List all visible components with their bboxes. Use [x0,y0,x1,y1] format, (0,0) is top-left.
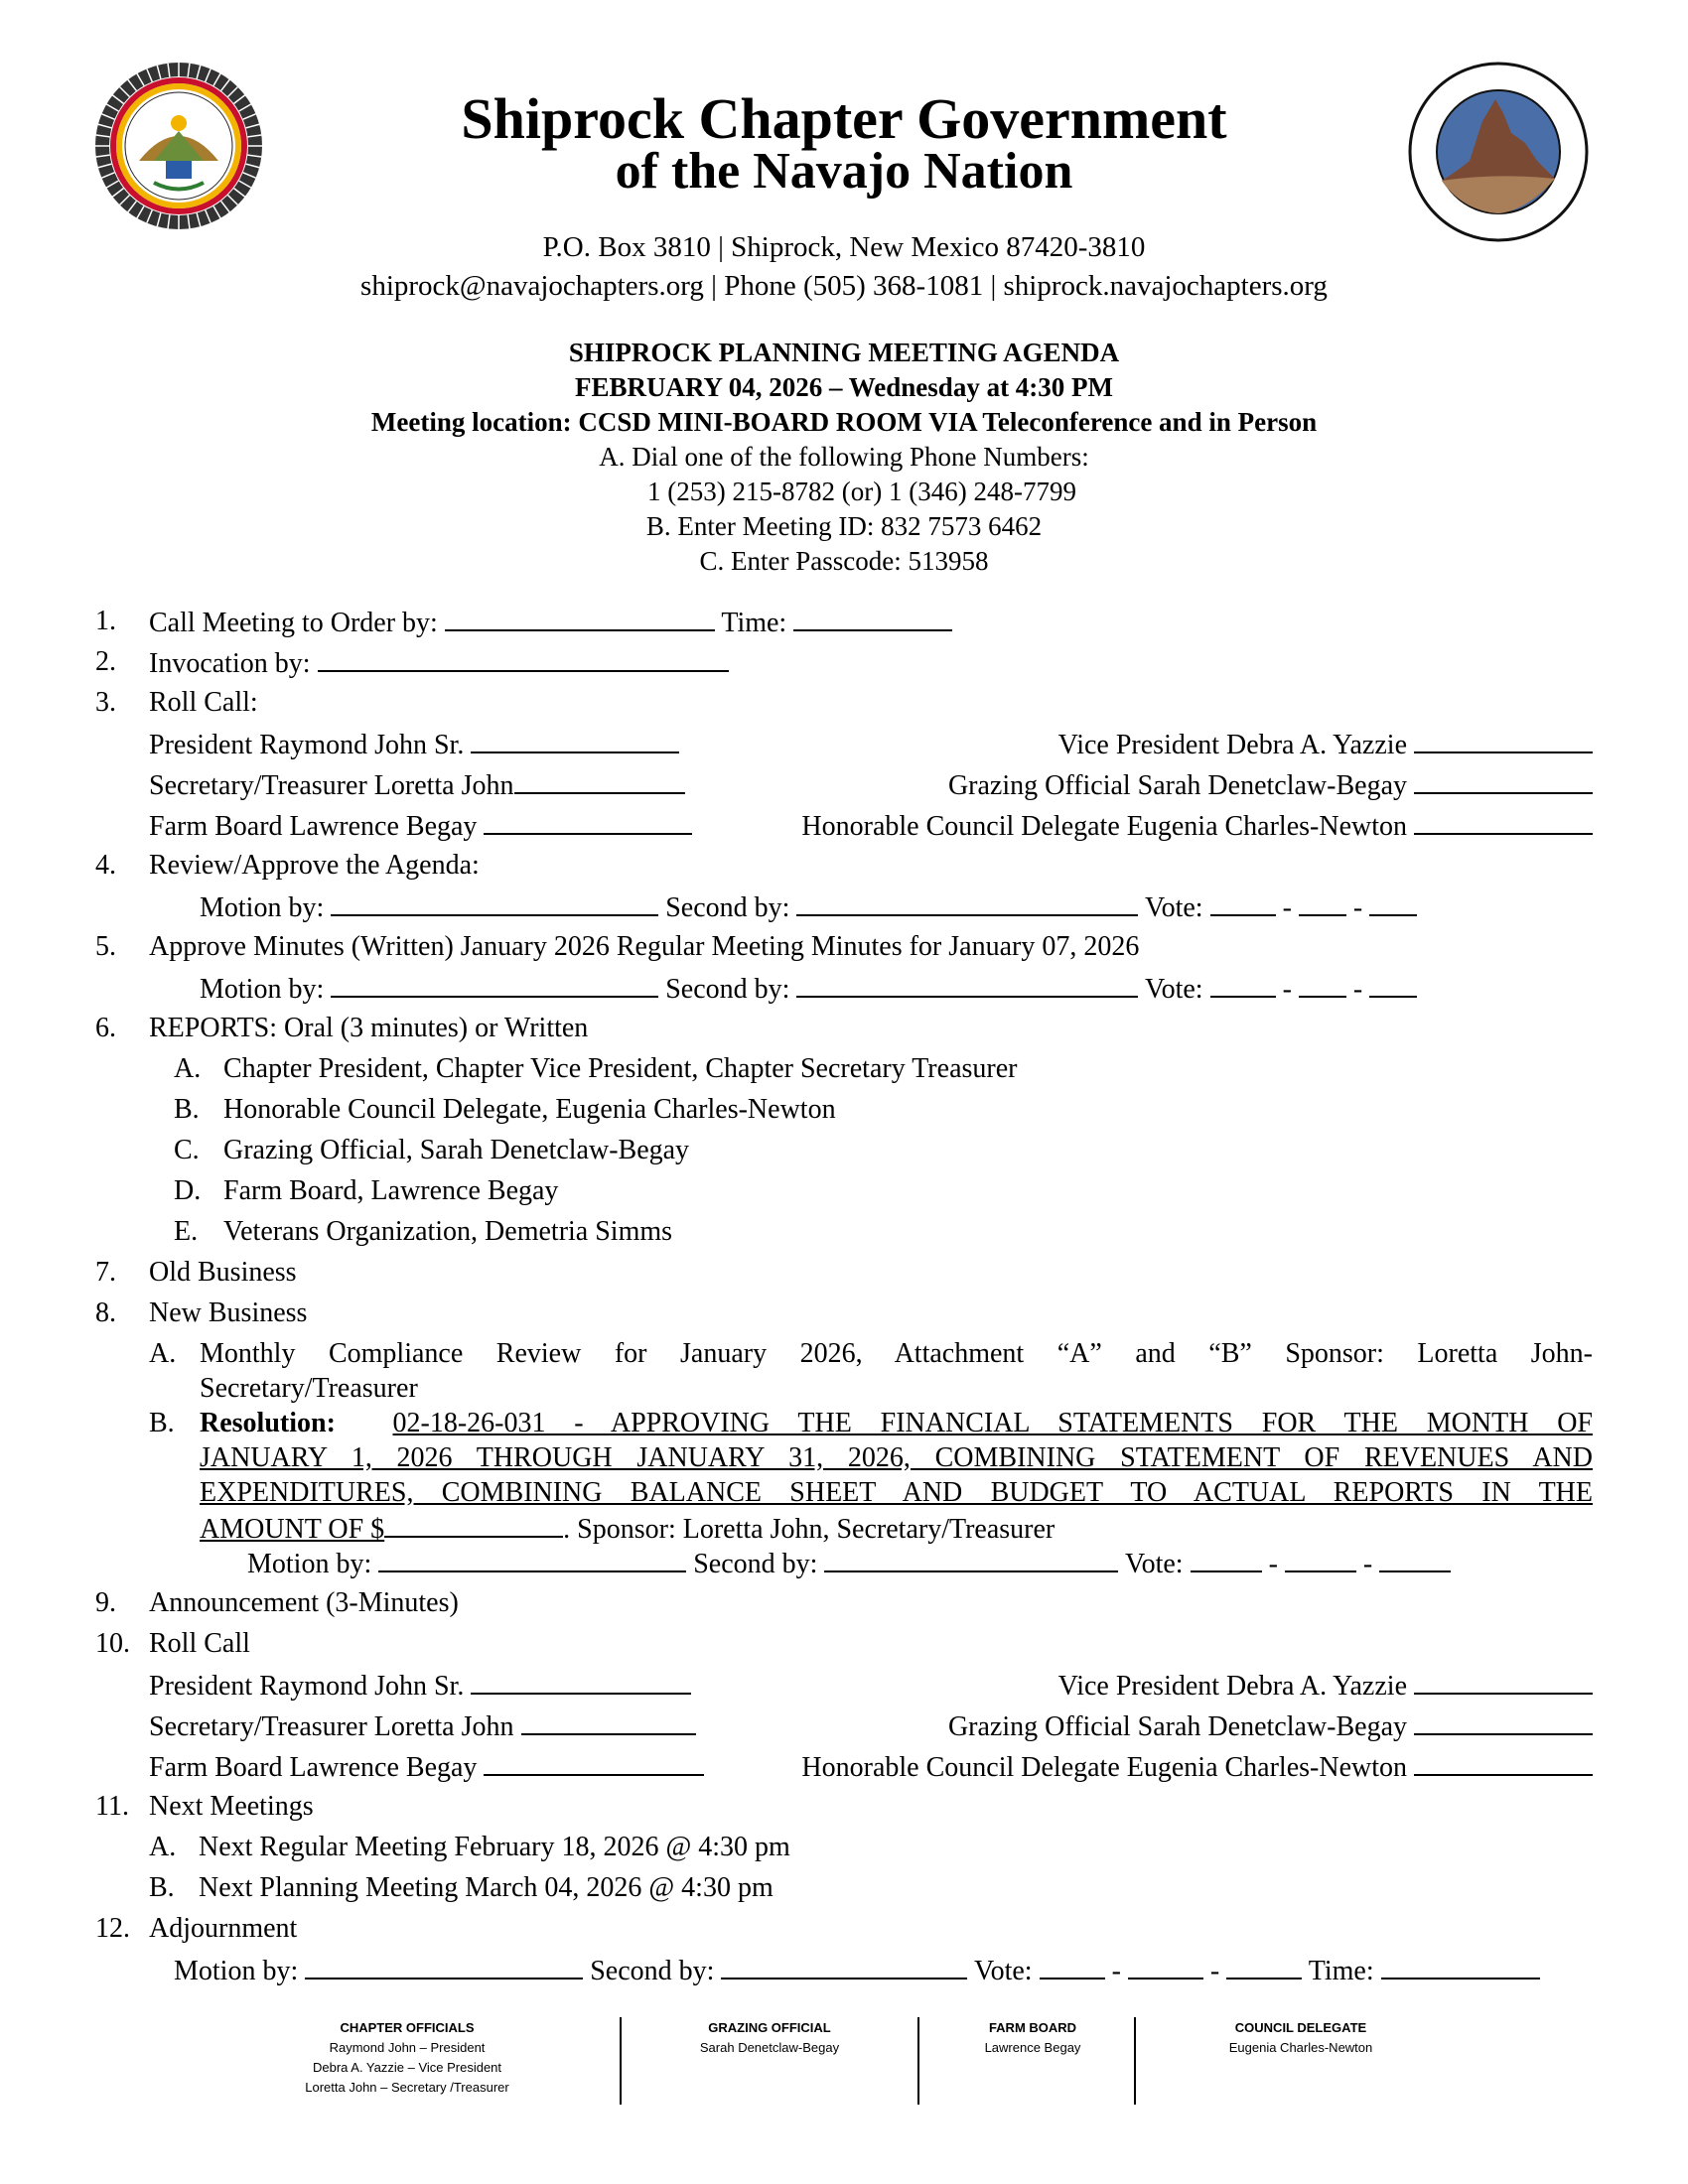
item-label: Roll Call [149,1628,250,1659]
item-label: Review/Approve the Agenda: [149,850,480,881]
vote-abstain-blank[interactable] [1379,1545,1451,1572]
attendance-blank[interactable] [471,1667,691,1695]
report-sub-item: E. Veterans Organization, Demetria Simms [174,1216,673,1247]
item-label: Old Business [149,1257,297,1288]
roll-call-right-2: Grazing Official Sarah Denetclaw-Begay [948,766,1593,804]
vote-abstain-blank[interactable] [1226,1952,1302,1979]
second-by-blank[interactable] [796,888,1138,916]
meeting-date: FEBRUARY 04, 2026 – Wednesday at 4:30 PM [574,372,1114,402]
next-meeting-item: A. Next Regular Meeting February 18, 2026 @ 4:30 pm [149,1832,790,1862]
meeting-passcode: C. Enter Passcode: 513958 [699,546,989,576]
attendance-blank[interactable] [521,1707,696,1735]
adjournment-motion-line: Motion by: Second by: Vote: - - Time: [174,1952,1540,1989]
footer-chapter-officials: CHAPTER OFFICIALS Raymond John – President Debra A. Yazzie – Vice President Loretta John – Secretary /Treasurer [305,2020,509,2095]
second-by-blank[interactable] [721,1952,967,1979]
item-label: Roll Call: [149,687,258,718]
item-label: Adjournment [149,1913,298,1944]
item-label: Announcement (3-Minutes) [149,1587,459,1618]
roll-call-left-2: Secretary/Treasurer Loretta John [149,766,685,804]
time-blank[interactable] [1381,1952,1540,1979]
phone-numbers: 1 (253) 215-8782 (or) 1 (346) 248-7799 [647,477,1076,506]
invocation-blank[interactable] [318,644,729,672]
attendance-blank[interactable] [1414,1707,1593,1735]
roll-call-left-3: Farm Board Lawrence Begay [149,807,692,845]
item-label: REPORTS: Oral (3 minutes) or Written [149,1013,589,1043]
motion-by-blank[interactable] [331,970,658,998]
item-label: Call Meeting to Order by: [149,608,438,638]
vote-no-blank[interactable] [1128,1952,1203,1979]
vote-abstain-blank[interactable] [1369,970,1417,998]
vote-no-blank[interactable] [1285,1545,1356,1572]
vote-yes-blank[interactable] [1040,1952,1105,1979]
motion-by-blank[interactable] [331,888,658,916]
organization-title: Shiprock Chapter Government [461,86,1227,151]
roll-call-right-3: Honorable Council Delegate Eugenia Charles-Newton [801,807,1593,845]
roll-call-left-2: Secretary/Treasurer Loretta John [149,1707,696,1745]
dial-instructions: A. Dial one of the following Phone Numbers: [599,442,1089,472]
item-label: New Business [149,1297,308,1328]
time-label: Time: [721,608,787,638]
new-business-compliance-review: Monthly Compliance Review for January 2026, Attachment “A” and “B” Sponsor: Loretta John- Secretary/Treasurer [200,1338,1593,1404]
vote-no-blank[interactable] [1299,970,1346,998]
attendance-blank[interactable] [1414,1748,1593,1776]
attendance-blank[interactable] [484,807,692,835]
vote-yes-blank[interactable] [1210,970,1276,998]
meeting-id: B. Enter Meeting ID: 832 7573 6462 [645,511,1043,541]
footer-council-delegate: COUNCIL DELEGATE Eugenia Charles-Newton [1228,2020,1373,2055]
vote-yes-blank[interactable] [1210,888,1276,916]
roll-call-left-1: President Raymond John Sr. [149,1667,691,1705]
time-blank[interactable] [793,604,952,631]
roll-call-left-3: Farm Board Lawrence Begay [149,1748,704,1786]
attendance-blank[interactable] [1414,1667,1593,1695]
vote-abstain-blank[interactable] [1369,888,1417,916]
item-label: Next Meetings [149,1791,314,1822]
footer-divider [620,2017,622,2105]
report-sub-item: B. Honorable Council Delegate, Eugenia Charles-Newton [174,1094,836,1125]
contact-info: shiprock@navajochapters.org | Phone (505) 368-1081 | shiprock.navajochapters.org [360,270,1328,302]
vote-yes-blank[interactable] [1191,1545,1262,1572]
motion-line: Motion by: Second by: Vote: - - [247,1545,1451,1582]
second-by-blank[interactable] [824,1545,1118,1572]
new-business-letter-a: A. [149,1338,177,1369]
roll-call-right-3: Honorable Council Delegate Eugenia Charles-Newton [801,1748,1593,1786]
resolution-text: 02-18-26-031 - APPROVING THE FINANCIAL STATEMENTS FOR THE MONTH OF [392,1408,1593,1438]
motion-line: Motion by: Second by: Vote: - - [200,970,1417,1008]
attendance-blank[interactable] [1414,766,1593,794]
attendance-blank[interactable] [514,766,685,794]
attendance-blank[interactable] [471,726,679,753]
new-business-letter-b: B. [149,1408,175,1438]
resolution-label: Resolution: [200,1408,336,1438]
item-label: Invocation by: [149,648,311,679]
motion-by-blank[interactable] [305,1952,583,1979]
footer-grazing-official: GRAZING OFFICIAL Sarah Denetclaw-Begay [699,2020,840,2055]
roll-call-left-1: President Raymond John Sr. [149,726,679,763]
next-meeting-item: B. Next Planning Meeting March 04, 2026 @ 4:30 pm [149,1872,774,1903]
mailing-address: P.O. Box 3810 | Shiprock, New Mexico 87420-3810 [542,231,1146,263]
agenda-heading: SHIPROCK PLANNING MEETING AGENDA [568,338,1120,367]
footer-divider [917,2017,919,2105]
item-label: Approve Minutes (Written) January 2026 Regular Meeting Minutes for January 07, 2026 [149,931,1140,962]
roll-call-right-1: Vice President Debra A. Yazzie [1058,726,1593,763]
attendance-blank[interactable] [1414,726,1593,753]
report-sub-item: D. Farm Board, Lawrence Begay [174,1175,559,1206]
motion-line: Motion by: Second by: Vote: - - [200,888,1417,926]
meeting-location: Meeting location: CCSD MINI-BOARD ROOM VIA Teleconference and in Person [370,407,1318,437]
roll-call-right-1: Vice President Debra A. Yazzie [1058,1667,1593,1705]
amount-blank[interactable] [384,1510,563,1538]
attendance-blank[interactable] [484,1748,704,1776]
second-by-blank[interactable] [796,970,1138,998]
roll-call-right-2: Grazing Official Sarah Denetclaw-Begay [948,1707,1593,1745]
vote-no-blank[interactable] [1299,888,1346,916]
called-by-blank[interactable] [445,604,715,631]
organization-subtitle: of the Navajo Nation [615,143,1073,200]
motion-by-blank[interactable] [378,1545,686,1572]
footer-divider [1134,2017,1136,2105]
report-sub-item: C. Grazing Official, Sarah Denetclaw-Begay [174,1135,690,1165]
new-business-resolution: Resolution: 02-18-26-031 - APPROVING THE FINANCIAL STATEMENTS FOR THE MONTH OF JANUARY 1, 2026 THROUGH JANUARY 31, 2026, COMBINING STATEMENT OF REVENUES AND EXPENDITURES, COMBINING BALANCE SHEET AND BUDGET TO ACTUAL REPORTS IN THE AMOUNT OF $ . Sponsor: Loretta John, Secretary/Treasurer [200,1408,1593,1545]
attendance-blank[interactable] [1414,807,1593,835]
report-sub-item: A. Chapter President, Chapter Vice President, Chapter Secretary Treasurer [174,1053,1018,1084]
footer-farm-board: FARM BOARD Lawrence Begay [984,2020,1081,2055]
